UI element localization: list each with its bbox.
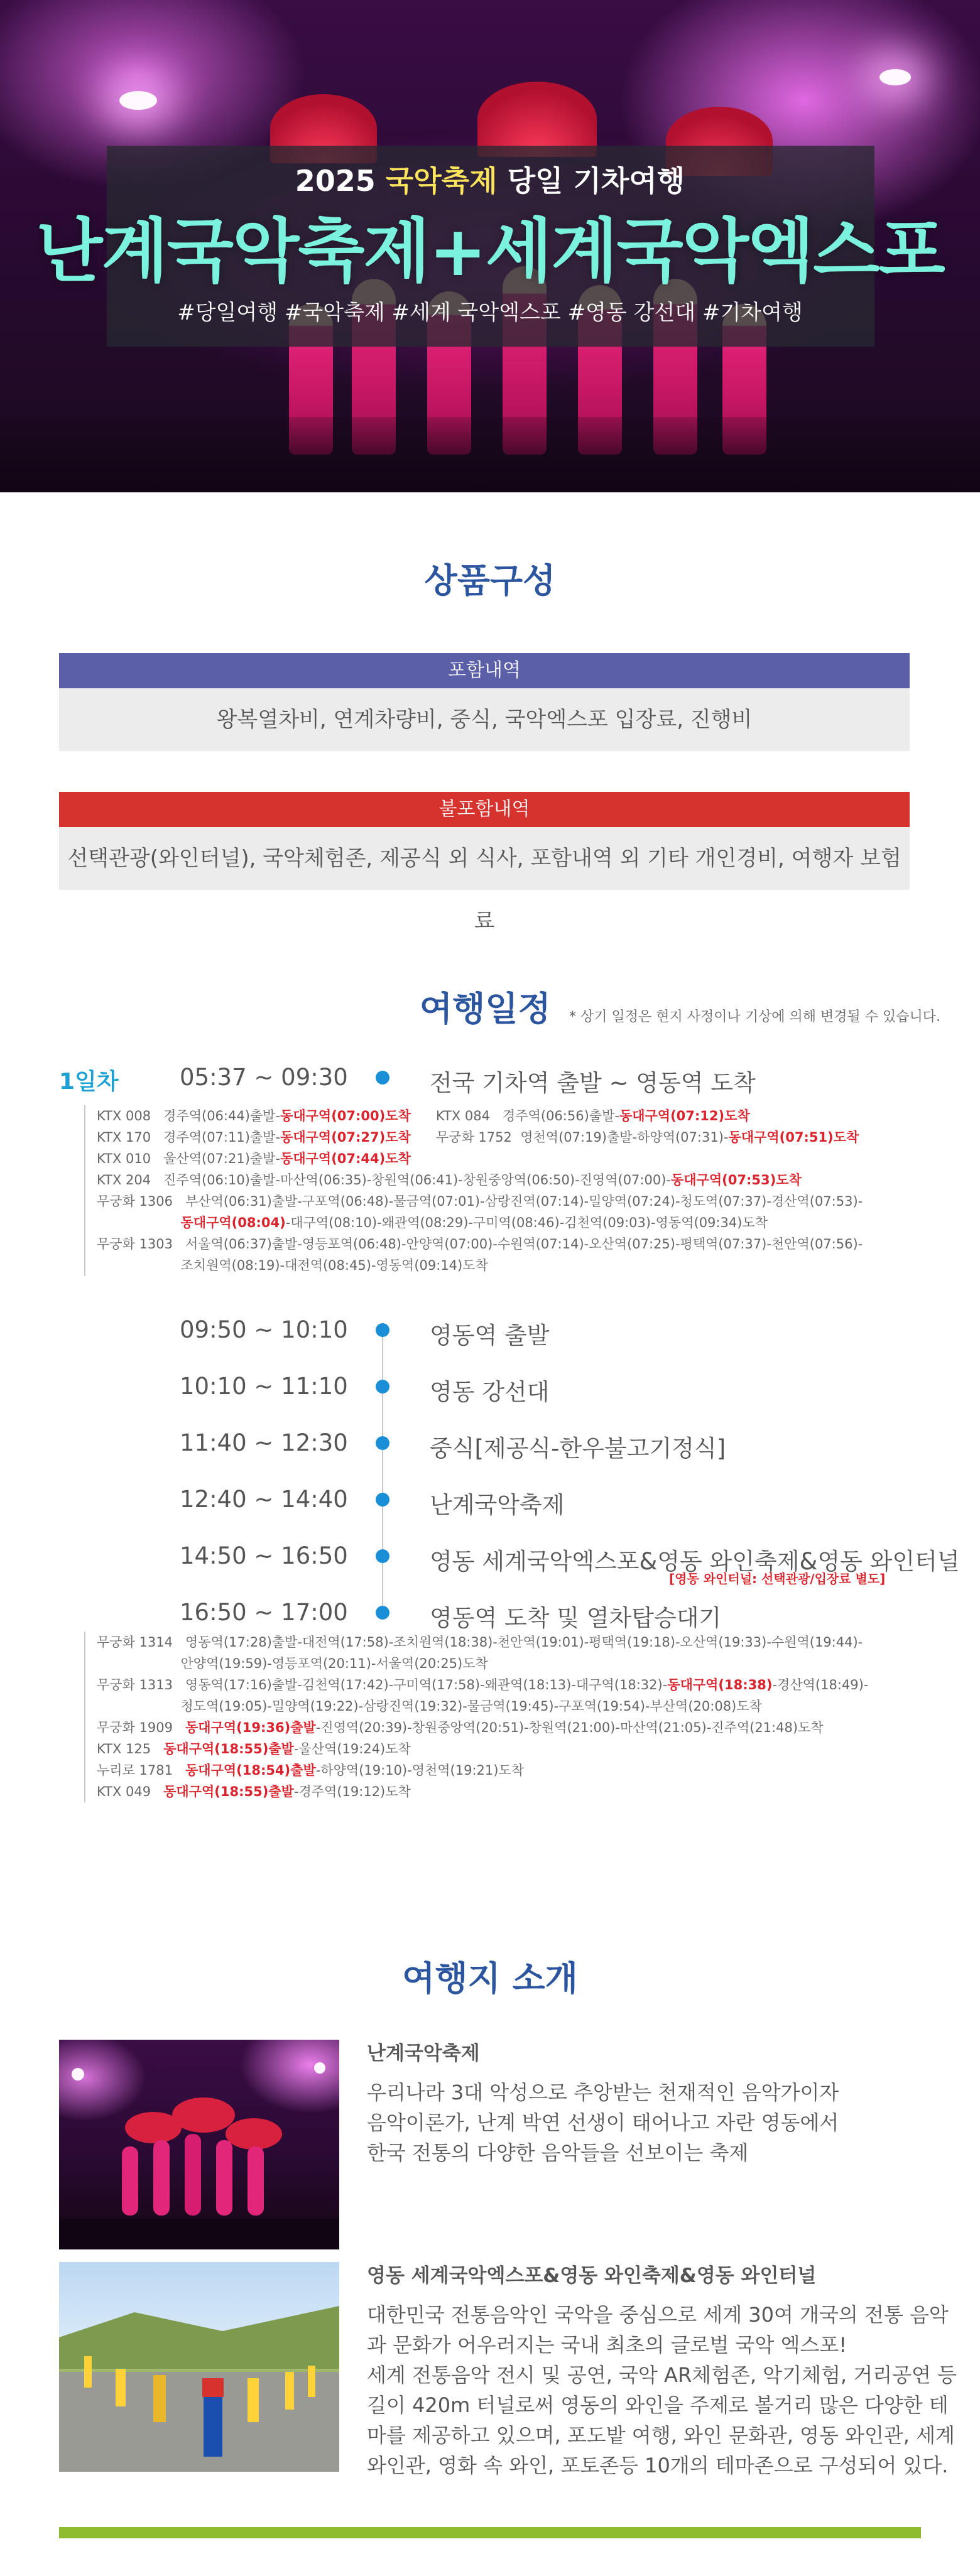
composition-title: 상품구성 [424,561,556,600]
hero-hashtags: #당일여행 #국악축제 #세계 국악엑스포 #영동 강선대 #기차여행 [177,300,803,325]
train-line [85,1696,868,1717]
timeline-dot [376,1606,389,1620]
desc-line: 마를 제공하고 있으며, 포도밭 여행, 와인 문화관, 영동 와인관, 세계 [367,2423,955,2447]
excluded-body: 선택관광(와인터널), 국악체험존, 제공식 외 식사, 포함내역 외 기타 개인경비, 여행자 보험료 [59,827,910,890]
day-label: 1일차 [59,1069,119,1095]
train-segment: -경산역(18:49)- [772,1677,869,1692]
dongdaegu-highlight: 동대구역(18:55)출발 [163,1741,294,1756]
train-segment: 무궁화 1306 부산역(06:31)출발-구포역(06:48)-물금역(07:01)-삼랑진역(07:14)-밀양역(07:24)-청도역(07:37)-경산역(07:53)- [97,1194,863,1209]
train-line [85,1781,868,1802]
train-line [85,1674,868,1696]
itinerary-note: * 상기 일정은 현지 사정이나 기상에 의해 변경될 수 있습니다. [569,1009,940,1025]
train-line [85,1233,863,1255]
festival-photo-art [59,2040,339,2249]
train-segment: 청도역(19:05)-밀양역(19:22)-삼랑진역(19:32)-물금역(19:45)-구포역(19:54)-부산역(20:08)도착 [97,1699,762,1714]
schedule-time: 09:50 ~ 10:10 [180,1316,348,1343]
schedule-desc: 중식[제공식-한우불고기정식] [430,1435,726,1462]
expo-parade-photo-art [59,2262,339,2472]
desc-line: 와인관, 영화 속 와인, 포토존등 10개의 테마존으로 구성되어 있다. [367,2454,949,2477]
train-segment: KTX 084 경주역(06:56)출발- [410,1108,619,1123]
hero-banner [0,0,980,492]
destinations-title: 여행지 소개 [402,1959,578,1998]
dongdaegu-highlight: 동대구역(07:27)도착 [280,1130,411,1145]
timeline-line [382,1327,383,1611]
dongdaegu-highlight: 동대구역(18:55)출발 [163,1784,294,1799]
schedule-time: 16:50 ~ 17:00 [180,1599,348,1626]
festival-photo [59,2040,339,2249]
train-segment: 무궁화 1303 서울역(06:37)출발-영등포역(06:48)-안양역(07:00)-수원역(07:14)-오산역(07:25)-평택역(07:37)-천안역(07:56)- [97,1237,863,1252]
stage-light-right [879,69,911,85]
train-segment: KTX 170 경주역(07:11)출발- [97,1130,281,1145]
train-line [85,1105,863,1127]
outbound-trains [84,1105,863,1276]
schedule-time: 11:40 ~ 12:30 [180,1429,348,1456]
schedule-time: 10:10 ~ 11:10 [180,1373,348,1400]
desc-line: 세계 전통음악 전시 및 공연, 국악 AR체험존, 악기체험, 거리공연 등 [367,2363,957,2387]
dongdaegu-highlight: 동대구역(18:54)출발 [185,1763,316,1778]
wine-tunnel-note: [영동 와인터널: 선택관광/입장료 별도] [669,1571,886,1586]
train-line [85,1169,863,1191]
train-segment: -대구역(08:10)-왜관역(08:29)-구미역(08:46)-김천역(09:03)-영동역(09:34)도착 [285,1215,768,1230]
desc-line: 한국 전통의 다양한 음악들을 선보이는 축제 [367,2141,749,2165]
desc-line: 과 문화가 어우러지는 국내 최초의 글로벌 국악 엑스포! [367,2333,847,2357]
train-segment: KTX 049 [97,1784,164,1799]
schedule-time: 12:40 ~ 14:40 [180,1486,348,1513]
train-segment: 무궁화 1314 영동역(17:28)출발-대전역(17:58)-조치원역(18:38)-천안역(19:01)-평택역(19:18)-오산역(19:33)-수원역(19:44)- [97,1635,863,1650]
dongdaegu-highlight: 동대구역(07:51)도착 [728,1130,859,1145]
train-segment: 조치원역(08:19)-대전역(08:45)-영동역(09:14)도착 [97,1258,488,1273]
train-line [85,1653,868,1674]
dongdaegu-highlight: 동대구역(08:04) [180,1215,286,1230]
schedule-desc: 난계국악축제 [430,1491,565,1518]
destination-title: 난계국악축제 [367,2042,480,2065]
train-segment [97,1215,181,1230]
desc-line: 음악이론가, 난계 박연 선생이 태어나고 자란 영동에서 [367,2111,839,2135]
train-line [85,1738,868,1760]
train-line [85,1148,863,1169]
dongdaegu-highlight: 동대구역(07:00)도착 [280,1108,411,1123]
excluded-header: 불포함내역 [59,792,910,827]
destination-desc [367,2300,957,2481]
hero-title: 난계국악축제+세계국악엑스포 [36,211,944,291]
train-line [85,1760,868,1781]
train-segment: 무궁화 1909 [97,1720,186,1735]
train-segment: KTX 008 경주역(06:44)출발- [97,1108,281,1123]
schedule-time: 05:37 ~ 09:30 [180,1064,348,1091]
train-segment: 안양역(19:59)-영등포역(20:11)-서울역(20:25)도착 [97,1656,488,1671]
train-line [85,1632,868,1653]
schedule-time: 14:50 ~ 16:50 [180,1542,348,1569]
desc-line: 우리나라 3대 악성으로 추앙받는 천재적인 음악가이자 [367,2081,839,2104]
schedule-desc: 영동 세계국악엑스포&영동 와인축제&영동 와인터널 [430,1548,960,1575]
train-segment: -진영역(20:39)-창원중앙역(20:51)-창원역(21:00)-마산역(21:05)-진주역(21:48)도착 [315,1720,824,1735]
train-segment: KTX 125 [97,1741,164,1756]
bottom-divider [59,2527,921,2538]
timeline-dot [376,1071,389,1085]
hero-subtitle: 2025 국악축제 당일 기차여행 [295,164,685,198]
train-segment: -하양역(19:10)-영천역(19:21)도착 [315,1763,525,1778]
timeline-dot [376,1436,389,1450]
destination-desc [367,2077,839,2168]
train-line [85,1212,863,1233]
train-segment: 무궁화 1313 영동역(17:16)출발-김천역(17:42)-구미역(17:58)-왜관역(18:13)-대구역(18:32)- [97,1677,668,1692]
train-line [85,1127,863,1148]
train-segment: KTX 204 진주역(06:10)출발-마산역(06:35)-창원역(06:41)-창원중앙역(06:50)-진영역(07:00)- [97,1172,671,1188]
dongdaegu-highlight: 동대구역(07:12)도착 [619,1108,750,1123]
schedule-desc: 영동 강선대 [430,1378,550,1405]
train-segment: -울산역(19:24)도착 [293,1741,411,1756]
expo-parade-photo [59,2262,339,2472]
train-segment: -경주역(19:12)도착 [293,1784,411,1799]
timeline-dot [376,1380,389,1394]
schedule-desc: 전국 기차역 출발 ~ 영동역 도착 [430,1069,756,1096]
schedule-desc: 영동역 도착 및 열차탑승대기 [430,1605,722,1632]
train-segment: 무궁화 1752 영천역(07:19)출발-하양역(07:31)- [410,1130,729,1145]
timeline-dot [376,1493,389,1507]
stage-light-left [119,91,157,110]
train-segment: 누리로 1781 [97,1763,186,1778]
train-line [85,1191,863,1212]
included-header: 포함내역 [59,653,910,688]
dongdaegu-highlight: 동대구역(07:53)도착 [670,1172,802,1188]
destination-title: 영동 세계국악엑스포&영동 와인축제&영동 와인터널 [367,2265,817,2287]
train-segment: KTX 010 울산역(07:21)출발- [97,1151,281,1166]
dongdaegu-highlight: 동대구역(18:38) [667,1677,773,1692]
dongdaegu-highlight: 동대구역(07:44)도착 [280,1151,411,1166]
schedule-desc: 영동역 출발 [430,1322,550,1349]
timeline-dot [376,1549,389,1563]
itinerary-title: 여행일정 [420,989,551,1029]
desc-line: 길이 420m 터널로써 영동의 와인을 주제로 볼거리 많은 다양한 테 [367,2393,949,2417]
dongdaegu-highlight: 동대구역(19:36)출발 [185,1720,316,1735]
return-trains [84,1632,868,1802]
timeline-dot [376,1323,389,1337]
included-body: 왕복열차비, 연계차량비, 중식, 국악엑스포 입장료, 진행비 [59,688,910,751]
train-line [85,1255,863,1276]
train-line [85,1717,868,1738]
stage-floor [0,417,980,492]
desc-line: 대한민국 전통음악인 국악을 중심으로 세계 30여 개국의 전통 음악 [367,2303,949,2327]
